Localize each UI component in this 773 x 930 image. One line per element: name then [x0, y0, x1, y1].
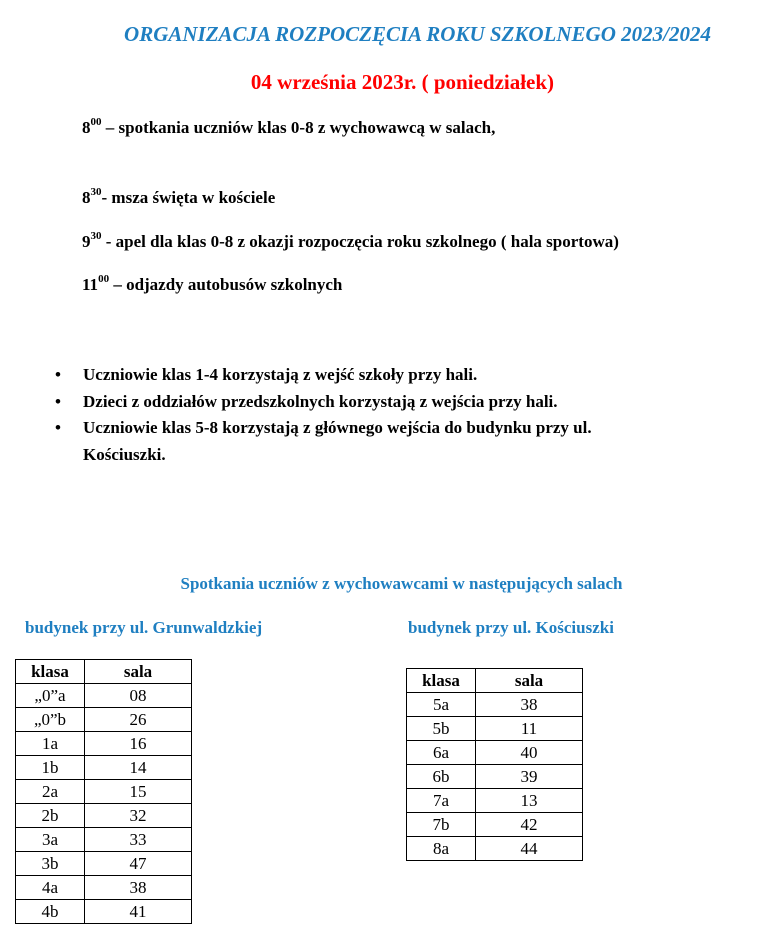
meetings-heading: Spotkania uczniów z wychowawcami w następujących salach — [180, 574, 623, 593]
schedule-item — [82, 232, 619, 252]
room-cell: 39 — [476, 765, 583, 789]
schedule-hour: 11 — [82, 275, 99, 294]
schedule-text: – odjazdy autobusów szkolnych — [109, 275, 343, 294]
column-header-room: sala — [476, 669, 583, 693]
table-row — [407, 765, 583, 789]
table-row — [16, 900, 192, 924]
class-cell: 1b — [16, 756, 85, 780]
room-cell: 08 — [85, 684, 192, 708]
class-cell: 2a — [16, 780, 85, 804]
table-row — [407, 717, 583, 741]
table-row — [407, 789, 583, 813]
schedule-text: - msza święta w kościele — [101, 188, 276, 207]
room-cell: 42 — [476, 813, 583, 837]
document-title: ORGANIZACJA ROZPOCZĘCIA ROKU SZKOLNEGO 2023/2024 — [124, 22, 711, 46]
room-cell: 14 — [85, 756, 192, 780]
table-row — [407, 813, 583, 837]
room-cell: 38 — [476, 693, 583, 717]
room-cell: 11 — [476, 717, 583, 741]
column-header-class: klasa — [16, 660, 85, 684]
room-cell: 38 — [85, 876, 192, 900]
bullet-icon: • — [55, 391, 61, 411]
class-cell: 6b — [407, 765, 476, 789]
table-row — [407, 837, 583, 861]
class-cell: 7a — [407, 789, 476, 813]
table-row — [16, 780, 192, 804]
class-cell: 4a — [16, 876, 85, 900]
schedule-minute: 30 — [90, 186, 102, 198]
building1-heading: budynek przy ul. Grunwaldzkiej — [25, 618, 263, 637]
room-cell: 40 — [476, 741, 583, 765]
schedule-item — [82, 188, 275, 208]
class-cell: 5a — [407, 693, 476, 717]
schedule-hour: 8 — [82, 118, 91, 137]
table-row — [16, 804, 192, 828]
class-cell: 8a — [407, 837, 476, 861]
room-cell: 26 — [85, 708, 192, 732]
table-header-row — [407, 669, 583, 693]
list-item: • Uczniowie klas 5-8 korzystają z głównego wejścia do budynku przy ul. Kościuszki. — [55, 415, 623, 468]
schedule-hour: 8 — [82, 188, 91, 207]
class-cell: 7b — [407, 813, 476, 837]
building2-heading: budynek przy ul. Kościuszki — [408, 618, 614, 637]
entrance-info-list — [55, 362, 683, 468]
class-cell: 4b — [16, 900, 85, 924]
room-cell: 41 — [85, 900, 192, 924]
building1-room-table — [15, 659, 192, 924]
table-row — [16, 876, 192, 900]
table-row — [16, 684, 192, 708]
table-row — [16, 852, 192, 876]
event-date: 04 września 2023r. ( poniedziałek) — [250, 70, 555, 94]
table-row — [16, 756, 192, 780]
table-row — [407, 693, 583, 717]
schedule-item — [82, 275, 342, 295]
schedule-minute: 00 — [98, 273, 110, 285]
column-header-room: sala — [85, 660, 192, 684]
table-row — [407, 741, 583, 765]
table-row — [16, 828, 192, 852]
schedule-text: - apel dla klas 0-8 z okazji rozpoczęcia roku szkolnego ( hala sportowa) — [101, 232, 619, 251]
room-cell: 47 — [85, 852, 192, 876]
table-header-row — [16, 660, 192, 684]
class-cell: 5b — [407, 717, 476, 741]
room-cell: 16 — [85, 732, 192, 756]
class-cell: 1a — [16, 732, 85, 756]
class-cell: „0”a — [16, 684, 85, 708]
bullet-icon: • — [55, 365, 61, 384]
table-row — [16, 708, 192, 732]
schedule-hour: 9 — [82, 232, 91, 251]
room-cell: 44 — [476, 837, 583, 861]
column-header-class: klasa — [407, 669, 476, 693]
room-cell: 15 — [85, 780, 192, 804]
room-cell: 33 — [85, 828, 192, 852]
schedule-minute: 30 — [90, 230, 102, 242]
class-cell: 6a — [407, 741, 476, 765]
schedule-item — [82, 118, 495, 138]
bullet-icon: • — [55, 418, 61, 437]
class-cell: „0”b — [16, 708, 85, 732]
class-cell: 2b — [16, 804, 85, 828]
schedule-text: – spotkania uczniów klas 0-8 z wychowawcą w salach, — [101, 118, 496, 137]
class-cell: 3a — [16, 828, 85, 852]
room-cell: 32 — [85, 804, 192, 828]
schedule-minute: 00 — [90, 116, 102, 128]
class-cell: 3b — [16, 852, 85, 876]
list-item: • Dzieci z oddziałów przedszkolnych korzystają z wejścia przy hali. — [55, 389, 683, 416]
building2-room-table — [406, 668, 583, 861]
table-row — [16, 732, 192, 756]
list-item: • Uczniowie klas 1-4 korzystają z wejść szkoły przy hali. — [55, 362, 683, 389]
room-cell: 13 — [476, 789, 583, 813]
